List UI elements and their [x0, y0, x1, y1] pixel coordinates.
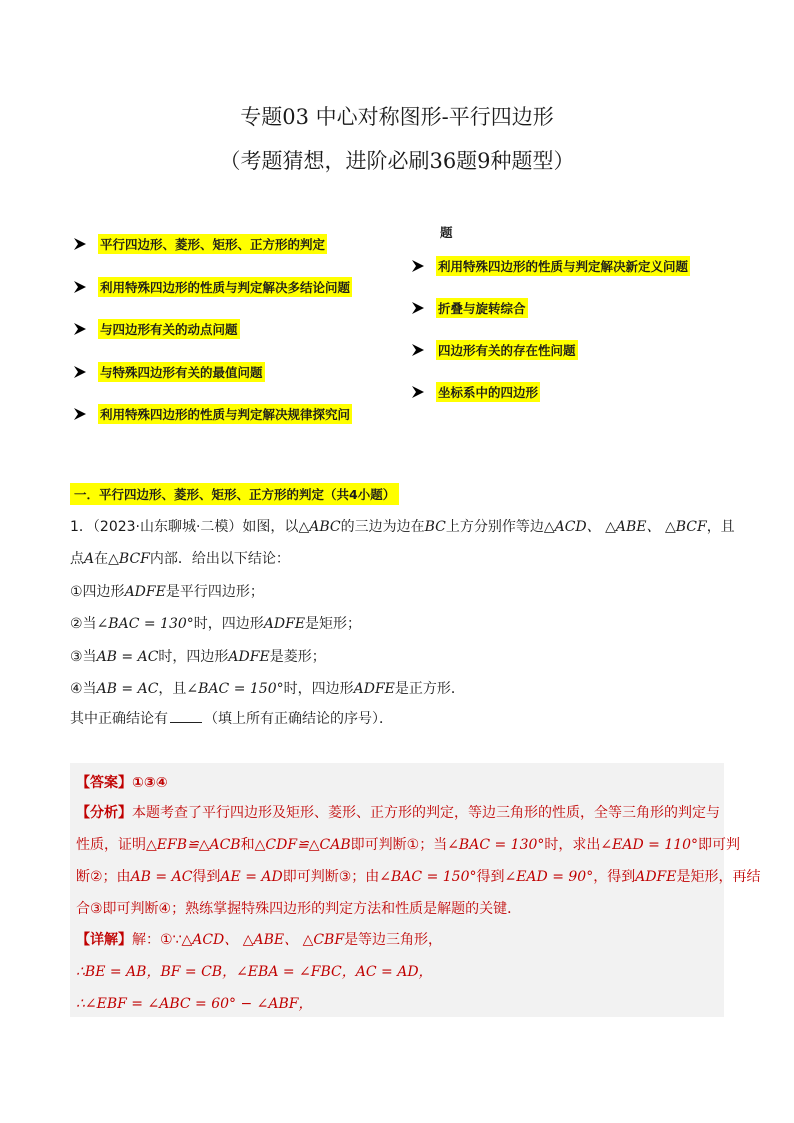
detail-line-2	[76, 961, 433, 981]
text: ④当	[70, 681, 97, 697]
toc-item-1[interactable]	[72, 234, 327, 254]
question-prompt	[70, 708, 393, 728]
toc-item-label: 利用特殊四边形的性质与判定解决多结论问题	[98, 277, 352, 297]
text: 1．（2023·山东聊城·二模）如图，以	[70, 519, 299, 535]
conclusion-1	[70, 581, 264, 601]
math-text: ∠BAC = 130°	[447, 837, 545, 853]
text: ③当	[70, 649, 97, 665]
math-text: A	[84, 551, 95, 567]
text: 点	[70, 551, 84, 567]
arrow-bullet-icon	[410, 384, 426, 400]
question-line-2	[70, 548, 290, 568]
toc-item-3[interactable]	[72, 319, 240, 339]
arrow-bullet-icon	[72, 406, 88, 422]
toc-item-label: 四边形有关的存在性问题	[436, 340, 578, 360]
text: 性质，证明	[76, 837, 146, 853]
math-text: △ABC	[298, 519, 341, 535]
toc-item-label: 坐标系中的四边形	[436, 382, 540, 402]
arrow-bullet-icon	[410, 300, 426, 316]
answer-blank[interactable]	[170, 722, 202, 723]
math-text: AB = AC	[96, 649, 159, 665]
conclusion-3	[70, 646, 326, 666]
text: 解：①∵	[132, 932, 182, 948]
arrow-bullet-icon	[410, 258, 426, 274]
toc-item-9[interactable]	[410, 382, 540, 402]
text: 和	[240, 837, 255, 853]
text: 是菱形；	[269, 649, 326, 665]
text: 即可判	[698, 837, 741, 853]
text: ②当	[70, 616, 97, 632]
toc-item-2[interactable]	[72, 277, 352, 297]
math-text: ADFE	[228, 649, 270, 665]
text: 即可判断①；当	[350, 837, 448, 853]
text: ，且	[706, 519, 735, 535]
text: 的三边为边在	[340, 519, 425, 535]
page-title: 专题03 中心对称图形-平行四边形	[240, 105, 554, 129]
math-text: ADFE	[353, 681, 395, 697]
math-text: ∴BE = AB，BF = CB，∠EBA = ∠FBC，AC = AD，	[76, 964, 433, 980]
arrow-bullet-icon	[72, 321, 88, 337]
math-text: △CDF≌△CAB	[254, 837, 351, 853]
analysis-line-3	[76, 866, 761, 886]
math-text: ∴∠EBF = ∠ABC = 60° − ∠ABF，	[76, 996, 313, 1012]
math-text: △ACD、 △ABE、 △CBF	[181, 932, 345, 948]
text: 是矩形，再结	[676, 869, 761, 885]
text: 时，四边形	[283, 681, 354, 697]
math-text: △BCF	[108, 551, 150, 567]
text: 是矩形；	[305, 616, 362, 632]
analysis-line-4	[76, 898, 521, 918]
text: 时，四边形	[193, 616, 264, 632]
answer-value: ①③④	[132, 775, 168, 791]
toc-item-label: 平行四边形、菱形、矩形、正方形的判定	[98, 234, 327, 254]
text: （填上所有正确结论的序号）．	[204, 711, 393, 727]
text: 断②；由	[76, 869, 131, 885]
text: 合③即可判断④；熟练掌握特殊四边形的判定方法和性质是解题的关键．	[76, 901, 522, 917]
answer-label: 【答案】	[76, 775, 132, 791]
toc-item-label: 利用特殊四边形的性质与判定解决规律探究问	[98, 404, 352, 424]
math-text: ∠EAD = 110°	[600, 837, 699, 853]
text: 时，求出	[544, 837, 601, 853]
text: 是平行四边形；	[165, 584, 264, 600]
detail-line-3	[76, 993, 313, 1013]
conclusion-4	[70, 678, 465, 698]
text: 是等边三角形，	[344, 932, 443, 948]
toc-item-5[interactable]	[72, 404, 352, 424]
text: 得到	[476, 869, 505, 885]
math-text: AE = AD	[220, 869, 283, 885]
toc-item-7[interactable]	[410, 298, 528, 318]
analysis-line-1	[76, 802, 720, 822]
detail-label: 【详解】	[76, 932, 132, 948]
text: 在	[94, 551, 109, 567]
math-text: ∠EAD = 90°	[504, 869, 594, 885]
math-text: ADFE	[124, 584, 166, 600]
math-text: ∠BAC = 150°	[379, 869, 477, 885]
question-line-1	[70, 516, 735, 536]
math-text: ∠BAC = 150°	[186, 681, 284, 697]
arrow-bullet-icon	[72, 236, 88, 252]
text: ①四边形	[70, 584, 125, 600]
toc-item-5-wrap: 题	[440, 225, 453, 240]
conclusion-2	[70, 613, 361, 633]
text: 时，四边形	[158, 649, 229, 665]
page-subtitle: （考题猜想，进阶必刷36题9种题型）	[219, 149, 575, 173]
arrow-bullet-icon	[72, 364, 88, 380]
text: 其中正确结论有	[70, 711, 168, 727]
text: ，得到	[593, 869, 636, 885]
math-text: AB = AC	[130, 869, 193, 885]
analysis-line-2	[76, 834, 740, 854]
toc-item-label: 利用特殊四边形的性质与判定解决新定义问题	[436, 256, 690, 276]
toc-item-label: 与特殊四边形有关的最值问题	[98, 362, 265, 382]
toc-item-4[interactable]	[72, 362, 265, 382]
math-text: ADFE	[263, 616, 306, 632]
toc-item-label: 折叠与旋转综合	[436, 298, 528, 318]
arrow-bullet-icon	[410, 342, 426, 358]
toc-item-8[interactable]	[410, 340, 578, 360]
math-text: ADFE	[635, 869, 677, 885]
toc-item-label: 与四边形有关的动点问题	[98, 319, 240, 339]
math-text: △ACD、 △ABE、 △BCF	[543, 519, 707, 535]
text: 是正方形．	[394, 681, 465, 697]
text: 得到	[192, 869, 221, 885]
answer-line	[76, 772, 168, 792]
text: 上方分别作等边	[445, 519, 544, 535]
arrow-bullet-icon	[72, 279, 88, 295]
analysis-label: 【分析】	[76, 805, 132, 821]
math-text: ∠BAC = 130°	[96, 616, 194, 632]
text: 本题考查了平行四边形及矩形、菱形、正方形的判定，等边三角形的性质，全等三角形的判定与	[132, 805, 720, 821]
text: 内部．给出以下结论：	[149, 551, 290, 567]
text: ，且	[158, 681, 187, 697]
math-text: AB = AC	[96, 681, 159, 697]
toc-item-6[interactable]	[410, 256, 690, 276]
math-text: BC	[424, 519, 446, 535]
section-heading: 一．平行四边形、菱形、矩形、正方形的判定（共4小题）	[70, 483, 399, 505]
math-text: △EFB≌△ACB	[146, 837, 241, 853]
text: 即可判断③；由	[282, 869, 380, 885]
detail-line-1	[76, 929, 442, 949]
